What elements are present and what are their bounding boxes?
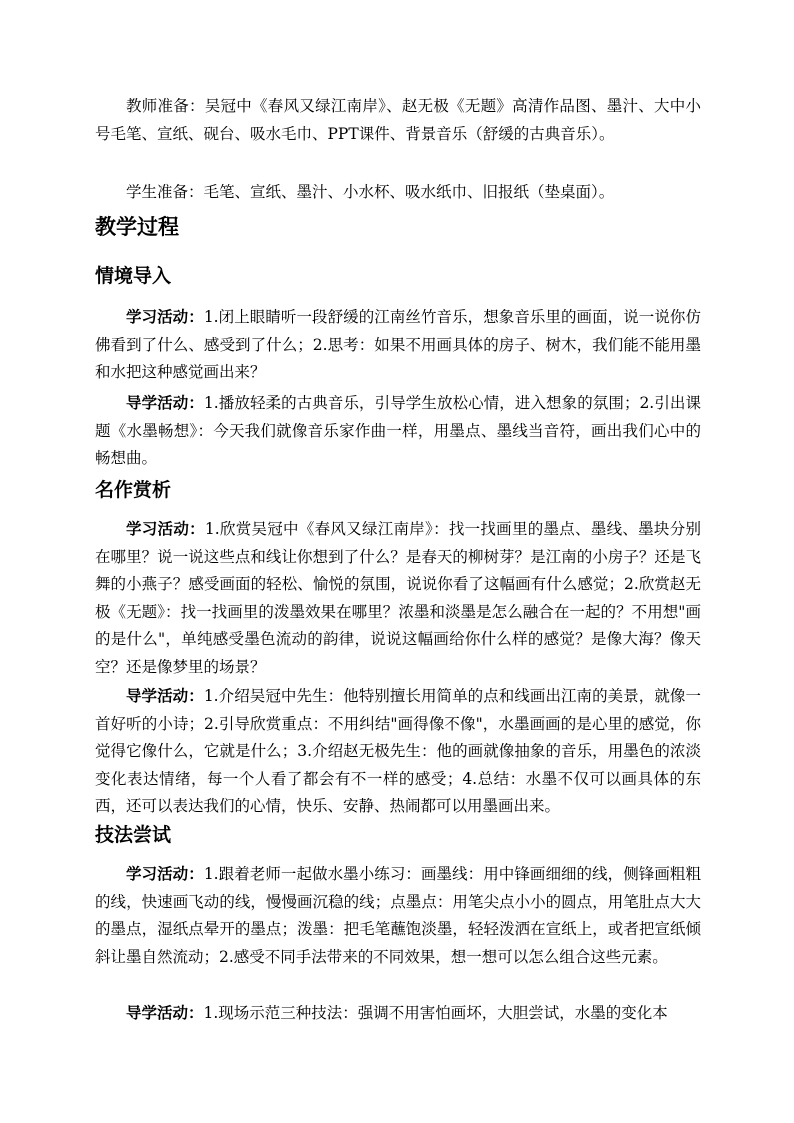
study-activity-label: 学习活动： — [126, 864, 204, 883]
guide-activity-text: 1.介绍吴冠中先生：他特别擅长用简单的点和线画出江南的美景，就像一首好听的小诗；2.引导欣赏重点：不用纠结"画得像不像"，水墨画画的是心里的感觉，你觉得它像什么，它就是什么；3.介绍赵无极先生：他的画就像抽象的音乐，用墨色的浓淡变化表达情绪，每一个人看了都会有不一样的感受；4.总结：水墨不仅可以画具体的东西，还可以表达我们的心情，快乐、安静、热闹都可以用墨画出来。 — [95, 687, 701, 815]
guide-activity-label: 导学活动： — [126, 1003, 204, 1022]
section-heading-teaching-process: 教学过程 — [95, 215, 179, 239]
teacher-prep-paragraph: 教师准备：吴冠中《春风又绿江南岸》、赵无极《无题》高清作品图、墨汁、大中小号毛笔、宣纸、砚台、吸水毛巾、PPT课件、背景音乐（舒缓的古典音乐）。 — [95, 97, 701, 143]
subheading-masterpiece-appreciation: 名作赏析 — [95, 479, 172, 501]
study-activity-paragraph — [95, 303, 701, 387]
guide-activity-label: 导学活动： — [126, 686, 204, 705]
study-activity-text: 1.欣赏吴冠中《春风又绿江南岸》：找一找画里的墨点、墨线、墨块分别在哪里？说一说这些点和线让你想到了什么？是春天的柳树芽？是江南的小房子？还是飞舞的小燕子？感受画面的轻松、愉悦的氛围，说说你看了这幅画有什么感觉；2.欣赏赵无极《无题》：找一找画里的泼墨效果在哪里？浓墨和淡墨是怎么融合在一起的？不用想"画的是什么"，单纯感受墨色流动的韵律，说说这幅画给你什么样的感觉？是像大海？像天空？还是像梦里的场景？ — [95, 520, 701, 676]
student-prep-paragraph: 学生准备：毛笔、宣纸、墨汁、小水杯、吸水纸巾、旧报纸（垫桌面）。 — [126, 183, 615, 201]
study-activity-label: 学习活动： — [126, 519, 205, 538]
study-activity-label: 学习活动： — [126, 307, 204, 326]
study-activity-paragraph — [95, 860, 701, 971]
guide-activity-paragraph — [95, 999, 701, 1028]
study-activity-text: 1.闭上眼睛听一段舒缓的江南丝竹音乐，想象音乐里的画面，说一说你仿佛看到了什么、感受到了什么；2.思考：如果不用画具体的房子、树木，我们能不能用墨和水把这种感觉画出来？ — [95, 308, 701, 381]
guide-activity-label: 导学活动： — [126, 393, 204, 412]
subheading-technique-trial: 技法尝试 — [95, 824, 172, 846]
subheading-situation-intro: 情境导入 — [95, 265, 172, 287]
study-activity-text: 1.跟着老师一起做水墨小练习：画墨线：用中锋画细细的线，侧锋画粗粗的线，快速画飞动的线，慢慢画沉稳的线；点墨点：用笔尖点小小的圆点，用笔肚点大大的墨点，湿纸点晕开的墨点；泼墨：把毛笔蘸饱淡墨，轻轻泼洒在宣纸上，或者把宣纸倾斜让墨自然流动；2.感受不同手法带来的不同效果，想一想可以怎么组合这些元素。 — [95, 865, 701, 966]
guide-activity-text: 1.现场示范三种技法：强调不用害怕画坏，大胆尝试，水墨的变化本 — [203, 1004, 668, 1022]
guide-activity-paragraph — [95, 389, 701, 473]
study-activity-paragraph — [95, 515, 701, 681]
guide-activity-paragraph — [95, 682, 701, 821]
guide-activity-text: 1.播放轻柔的古典音乐，引导学生放松心情，进入想象的氛围；2.引出课题《水墨畅想》：今天我们就像音乐家作曲一样，用墨点、墨线当音符，画出我们心中的畅想曲。 — [95, 394, 701, 467]
